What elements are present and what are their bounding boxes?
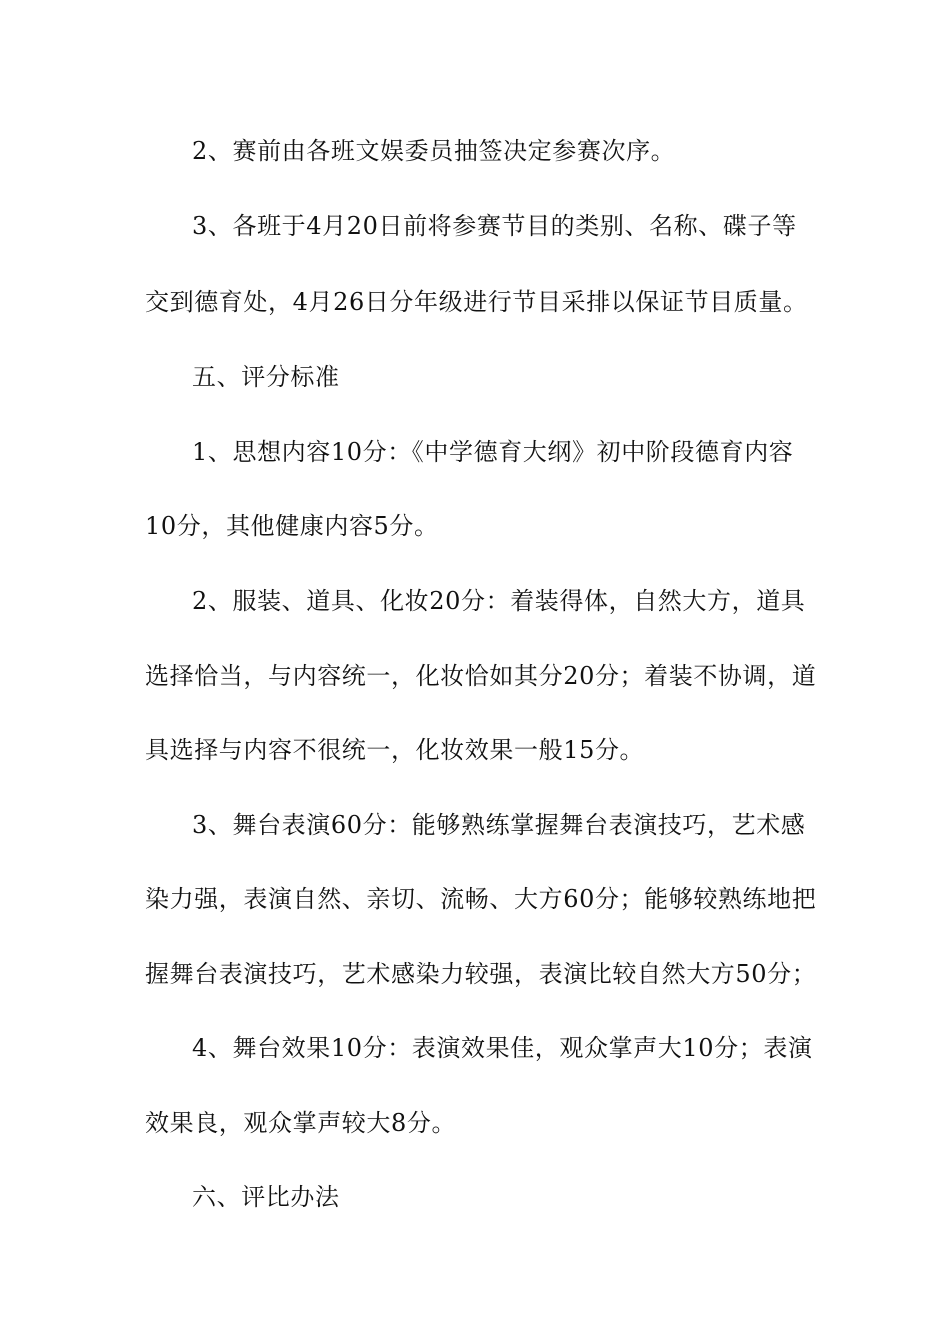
- paragraph-line: 2、赛前由各班文娱委员抽签决定参赛次序。: [192, 137, 676, 165]
- paragraph-line: 握舞台表演技巧，艺术感染力较强，表演比较自然大方50分；: [145, 960, 817, 988]
- paragraph-line: 3、舞台表演60分：能够熟练掌握舞台表演技巧，艺术感: [192, 811, 806, 839]
- paragraph-line: 染力强，表演自然、亲切、流畅、大方60分；能够较熟练地把: [145, 885, 817, 913]
- paragraph-line: 效果良，观众掌声较大8分。: [145, 1109, 457, 1137]
- paragraph-line: 交到德育处，4月26日分年级进行节目采排以保证节目质量。: [145, 288, 808, 316]
- paragraph-line: 3、各班于4月20日前将参赛节目的类别、名称、碟子等: [192, 212, 797, 240]
- paragraph-line: 1、思想内容10分：《中学德育大纲》初中阶段德育内容: [192, 438, 794, 466]
- paragraph-line: 4、舞台效果10分：表演效果佳，观众掌声大10分；表演: [192, 1034, 813, 1062]
- paragraph-line: 2、服装、道具、化妆20分：着装得体，自然大方，道具: [192, 587, 806, 615]
- section-heading: 五、评分标准: [192, 363, 340, 391]
- section-heading: 六、评比办法: [192, 1183, 340, 1211]
- paragraph-line: 10分，其他健康内容5分。: [145, 512, 439, 540]
- paragraph-line: 选择恰当，与内容统一，化妆恰如其分20分；着装不协调，道: [145, 662, 817, 690]
- paragraph-line: 具选择与内容不很统一，化妆效果一般15分。: [145, 736, 645, 764]
